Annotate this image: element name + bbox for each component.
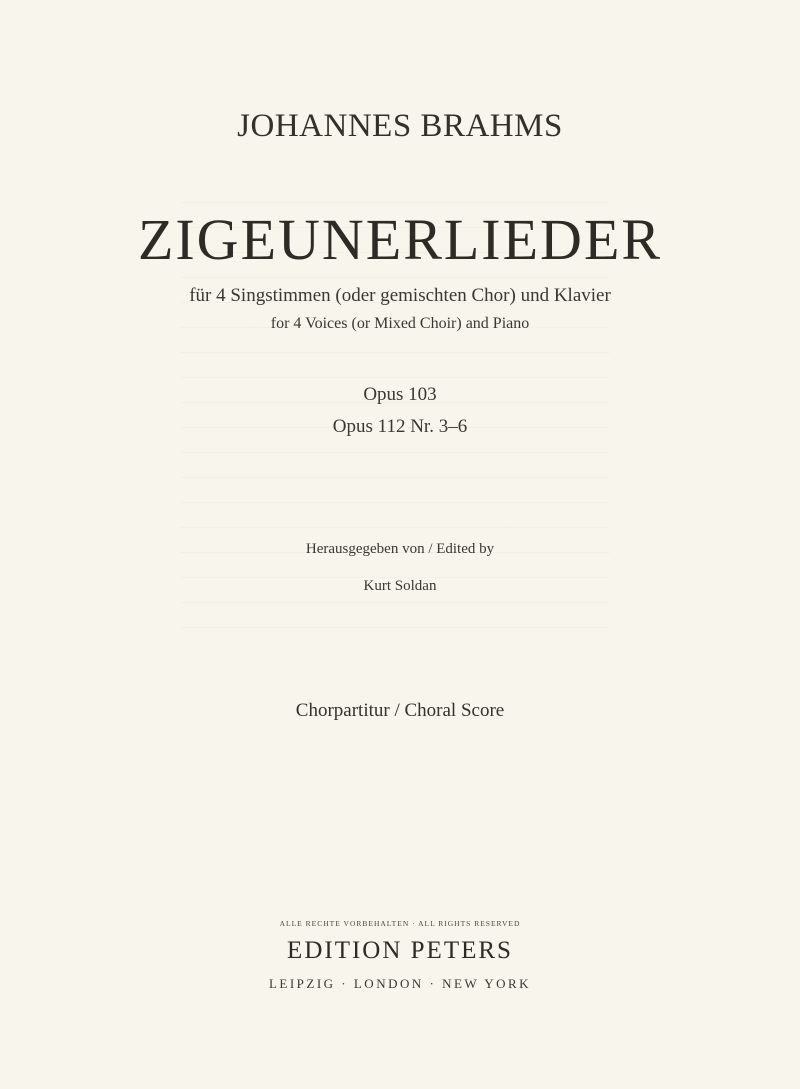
work-title: ZIGEUNERLIEDER (137, 207, 663, 272)
edited-by-label: Herausgegeben von / Edited by (305, 541, 495, 557)
subtitle-german: für 4 Singstimmen (oder gemischten Chor) und Klavier (189, 285, 611, 306)
opus-number-secondary: Opus 112 Nr. 3–6 (332, 416, 468, 437)
rights-notice: ALLE RECHTE VORBEHALTEN · ALL RIGHTS RESERVED (279, 919, 521, 928)
score-type: Chorpartitur / Choral Score (295, 700, 505, 721)
composer-name: JOHANNES BRAHMS (237, 108, 563, 144)
subtitle-english: for 4 Voices (or Mixed Choir) and Piano (270, 315, 530, 332)
editor-name: Kurt Soldan (363, 578, 437, 594)
publisher-cities: LEIPZIG · LONDON · NEW YORK (268, 976, 532, 991)
publisher-name: EDITION PETERS (287, 937, 513, 964)
opus-number-primary: Opus 103 (363, 384, 437, 405)
